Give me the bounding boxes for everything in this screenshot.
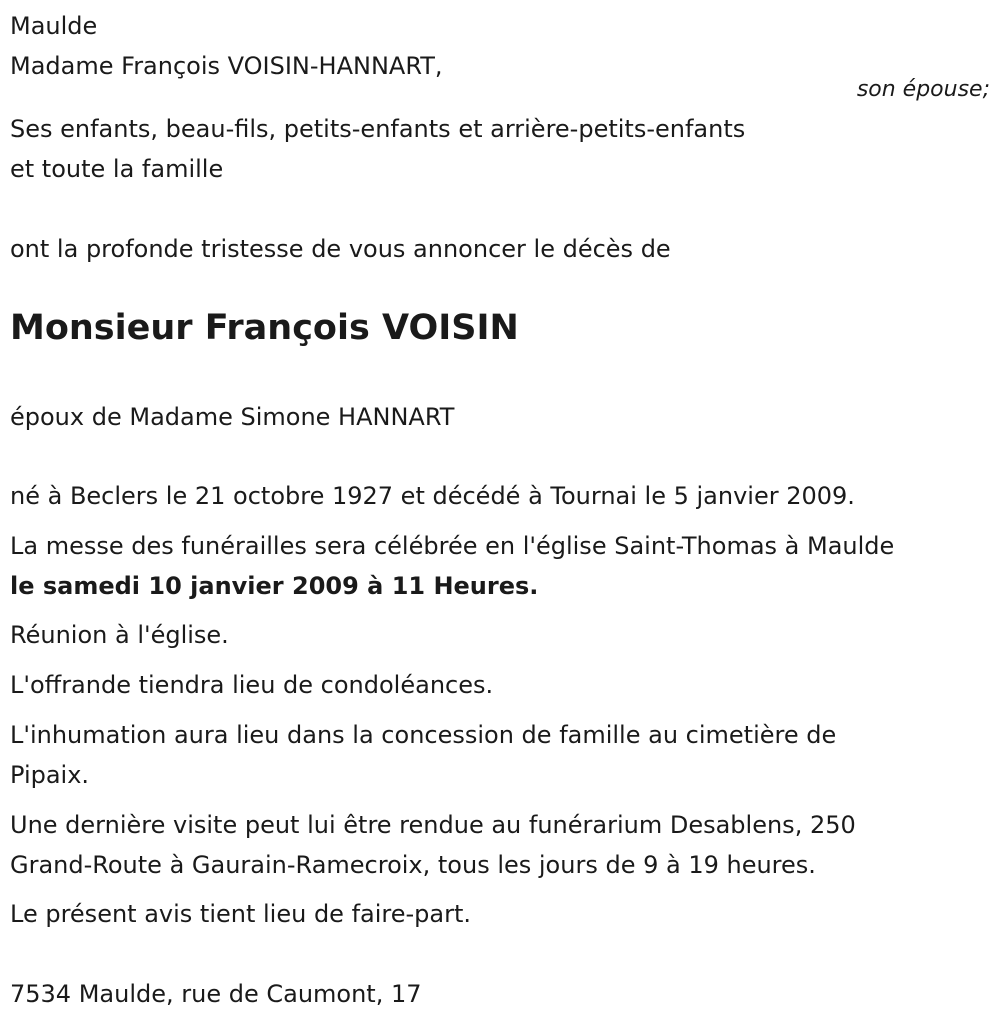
spouse-name: Madame François VOISIN-HANNART, <box>10 52 443 80</box>
family-line-2: et toute la famille <box>10 155 224 183</box>
city-line: Maulde <box>10 12 98 40</box>
meeting-line: Réunion à l'église. <box>10 621 229 649</box>
mass-date-line: le samedi 10 janvier 2009 à 11 Heures. <box>10 572 539 600</box>
visit-line-1: Une dernière visite peut lui être rendue au funérarium Desablens, 250 <box>10 811 856 839</box>
offering-line: L'offrande tiendra lieu de condoléances. <box>10 671 494 699</box>
birth-death-line: né à Beclers le 21 octobre 1927 et décédé à Tournai le 5 janvier 2009. <box>10 482 855 510</box>
spouse-role: son épouse; <box>856 77 990 102</box>
mass-line: La messe des funérailles sera célébrée en l'église Saint-Thomas à Maulde <box>10 532 895 560</box>
family-line-1: Ses enfants, beau-fils, petits-enfants et arrière-petits-enfants <box>10 115 746 143</box>
burial-line-2: Pipaix. <box>10 761 90 789</box>
notice-line: Le présent avis tient lieu de faire-part. <box>10 900 472 928</box>
burial-line-1: L'inhumation aura lieu dans la concession de famille au cimetière de <box>10 721 837 749</box>
spouse-of-line: époux de Madame Simone HANNART <box>10 403 455 431</box>
announcement-text: ont la profonde tristesse de vous annoncer le décès de <box>10 235 671 263</box>
address-line: 7534 Maulde, rue de Caumont, 17 <box>10 980 422 1008</box>
deceased-name: Monsieur François VOISIN <box>10 308 519 348</box>
visit-line-2: Grand-Route à Gaurain-Ramecroix, tous les jours de 9 à 19 heures. <box>10 851 816 879</box>
